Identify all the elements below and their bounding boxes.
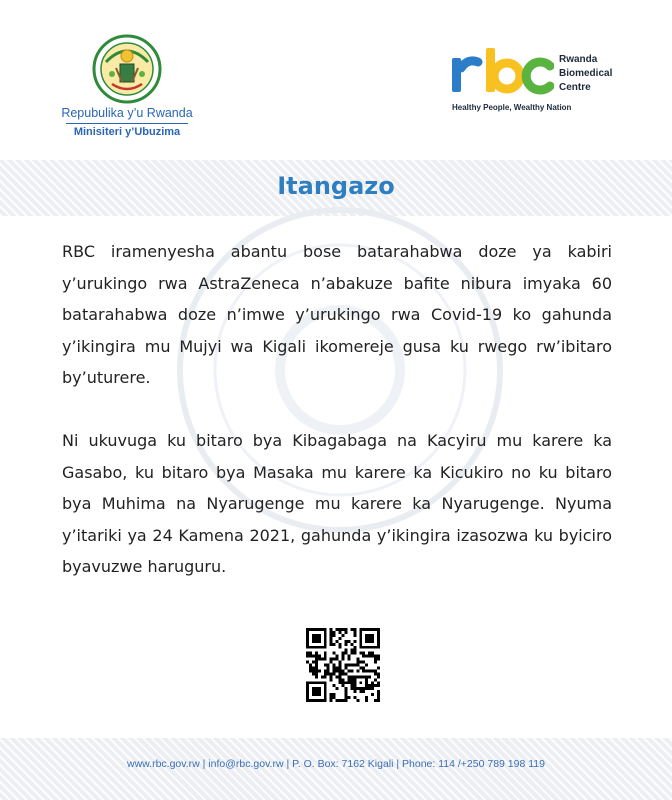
- paragraph: Ni ukuvuga ku bitaro bya Kibagabaga na Kacyiru mu karere ka Gasabo, ku bitaro bya Masaka mu karere ka Kicukiro no ku bitaro bya Muhima na Nyarugenge mu karere ka Nyarugenge. Nyuma y’itariki ya 24 Kamena 2021, gahunda y’ikingira izasozwa ku byiciro byavuzwe haruguru.: [62, 431, 612, 576]
- announcement-body: [62, 236, 612, 583]
- footer-contact: www.rbc.gov.rw | info@rbc.gov.rw | P. O. Box: 7162 Kigali | Phone: 114 /+250 789 198 119: [127, 758, 545, 770]
- government-name-divider: [66, 123, 188, 124]
- rbc-wordmark-icon: [450, 48, 554, 100]
- letterhead: [0, 0, 672, 160]
- ministry-name: Minisiteri y’Ubuzima: [73, 126, 181, 138]
- rbc-logo: [450, 48, 630, 118]
- rbc-name: [559, 53, 634, 95]
- paragraph: RBC iramenyesha abantu bose batarahabwa doze ya kabiri y’urukingo rwa AstraZeneca n’abakuze bafite nibura imyaka 60 batarahabwa doze n’imwe y’urukingo rwa Covid-19 ko gahunda y’ikingira mu Mujyi wa Kigali ikomereje gusa ku rwego rw’ibitaro by’uturere.: [62, 242, 612, 387]
- announcement-title: Itangazo: [277, 172, 395, 200]
- government-name: Repubulika y’u Rwanda: [61, 106, 193, 120]
- qr-code-icon: [306, 628, 380, 702]
- coat-of-arms-icon: [92, 34, 162, 104]
- rbc-tagline: Healthy People, Wealthy Nation: [452, 103, 572, 112]
- rbc-name-line: Biomedical: [559, 68, 613, 79]
- footer-band: [0, 738, 672, 800]
- government-logo: [56, 34, 198, 140]
- rbc-name-line: Rwanda: [559, 54, 598, 65]
- rbc-name-line: Centre: [559, 82, 591, 93]
